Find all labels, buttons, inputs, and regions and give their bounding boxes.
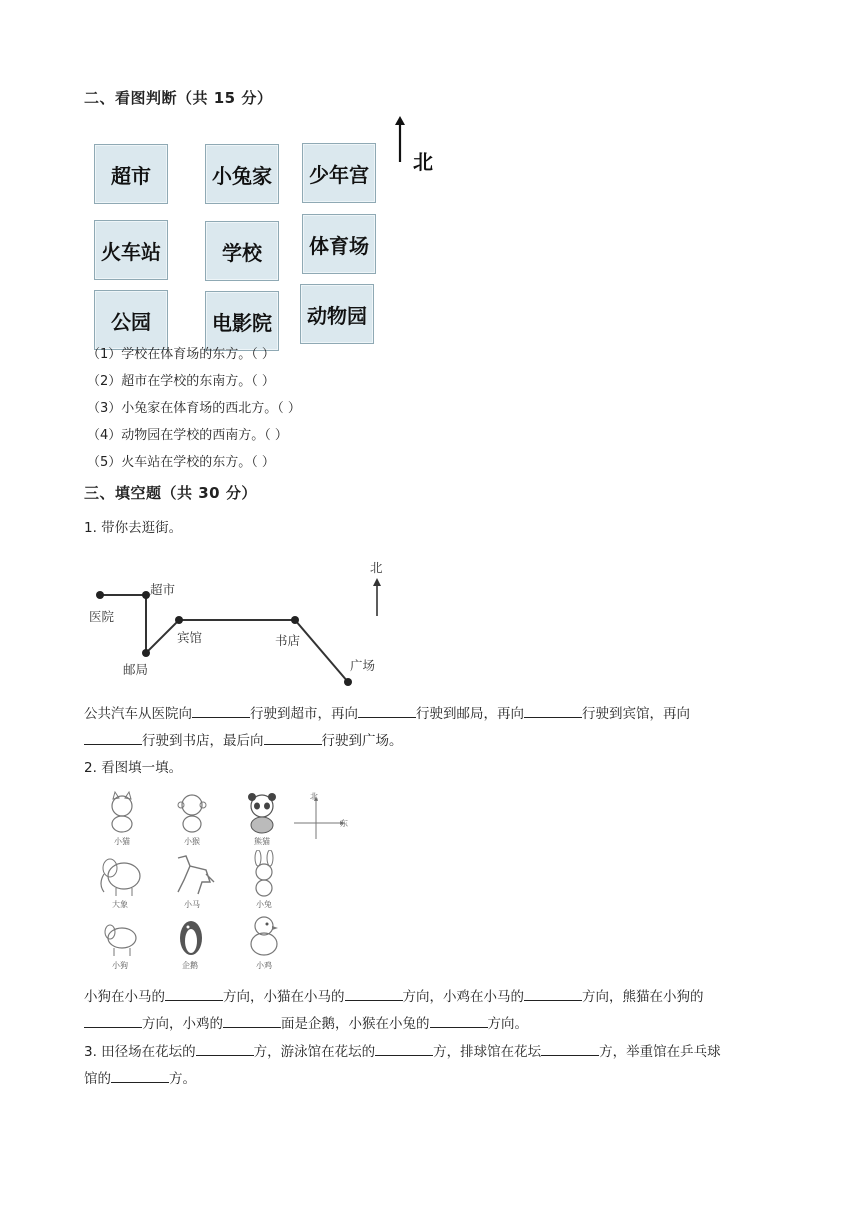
answer-blank[interactable] [84,1013,142,1028]
section2-heading: 二、看图判断（共 15 分） [84,89,273,107]
text-part: 方，举重馆在乒乓球 [599,1044,721,1060]
cat-icon [100,790,144,834]
answer-blank[interactable] [192,703,250,718]
place-box: 小兔家 [205,144,279,204]
text-part: 行驶到书店，最后向 [142,733,264,749]
text-part: 小狗在小马的 [84,989,165,1005]
horse-icon [168,852,218,898]
place-box: 电影院 [205,291,279,351]
text-part: 行驶到邮局，再向 [416,706,524,722]
text-part: 公共汽车从医院向 [84,706,192,722]
text-part: 行驶到广场。 [321,733,403,749]
place-box: 少年宫 [302,143,376,203]
text-part: 方向，小猫在小马的 [223,989,345,1005]
text-part: 方，游泳馆在花坛的 [253,1044,376,1060]
animal-label: 小马 [184,900,200,909]
map-label-hospital: 医院 [89,609,115,624]
text-part: 方向，小鸡在小马的 [402,989,524,1005]
question-3-line-1 [84,1041,804,1062]
penguin-icon [176,914,206,958]
animal-label: 小鸡 [256,961,272,970]
text-part: 方向。 [487,1016,528,1032]
map-label-bookstore: 书店 [275,633,301,648]
place-box: 动物园 [300,284,374,344]
animal-label: 熊猫 [254,837,270,846]
judge-item-2: （2）超市在学校的东南方。（ ） [87,374,275,389]
answer-blank[interactable] [524,703,582,718]
panda-icon [240,790,284,834]
text-part: 方向，熊猫在小狗的 [582,989,704,1005]
text-part: 方。 [169,1071,196,1087]
question-2-line-2 [84,1013,804,1034]
text-part: 方向，小鸡的 [142,1016,223,1032]
place-box: 火车站 [94,220,168,280]
text-part: 面是企鹅，小猴在小兔的 [281,1016,430,1032]
place-box: 体育场 [302,214,376,274]
animal-label: 小猫 [114,837,130,846]
text-part: 方，排球馆在花坛 [433,1044,542,1060]
map-label-hotel: 宾馆 [177,630,203,645]
judge-item-5: （5）火车站在学校的东方。（ ） [87,455,275,470]
answer-blank[interactable] [541,1041,599,1056]
monkey-icon [170,790,214,834]
answer-blank[interactable] [84,730,142,745]
map-label-supermarket: 超市 [150,582,176,597]
place-box: 学校 [205,221,279,281]
question-1-line-1 [84,703,784,724]
judge-item-1: （1）学校在体育场的东方。（ ） [87,347,275,362]
answer-blank[interactable] [196,1041,254,1056]
answer-blank[interactable] [223,1013,281,1028]
question-1-line-2 [84,730,784,751]
north-arrow-icon [392,116,412,164]
animal-label: 小猴 [184,837,200,846]
text-part: 馆的 [84,1071,111,1087]
animal-label: 小狗 [112,961,128,970]
compass-north-label: 北 [310,792,318,801]
question-1-title: 1. 带你去逛街。 [84,520,183,536]
answer-blank[interactable] [430,1013,488,1028]
animal-label: 小兔 [256,900,272,909]
judge-item-3: （3）小兔家在体育场的西北方。（ ） [87,401,301,416]
question-2-title: 2. 看图填一填。 [84,760,183,776]
answer-blank[interactable] [264,730,322,745]
answer-blank[interactable] [345,986,403,1001]
animal-label: 企鹅 [182,961,198,970]
animal-label: 大象 [112,900,128,909]
answer-blank[interactable] [375,1041,433,1056]
answer-blank[interactable] [358,703,416,718]
text-part: 3. 田径场在花坛的 [84,1044,196,1060]
place-box: 公园 [94,290,168,350]
map-label-square: 广场 [350,658,376,673]
answer-blank[interactable] [111,1068,169,1083]
answer-blank[interactable] [165,986,223,1001]
elephant-icon [96,852,146,898]
judge-item-4: （4）动物园在学校的西南方。（ ） [87,428,288,443]
place-box: 超市 [94,144,168,204]
rabbit-icon [244,850,284,898]
question-2-line-1 [84,986,804,1007]
chick-icon [244,912,284,958]
section3-heading: 三、填空题（共 30 分） [84,484,257,502]
map-north-label: 北 [370,560,383,575]
answer-blank[interactable] [524,986,582,1001]
map-label-post-office: 邮局 [123,662,149,677]
text-part: 行驶到宾馆，再向 [582,706,690,722]
text-part: 行驶到超市，再向 [250,706,358,722]
compass-icon [292,793,352,841]
north-label: 北 [413,150,433,174]
question-3-line-2 [84,1068,804,1089]
dog-icon [100,918,144,958]
compass-east-label: 东 [340,819,348,828]
